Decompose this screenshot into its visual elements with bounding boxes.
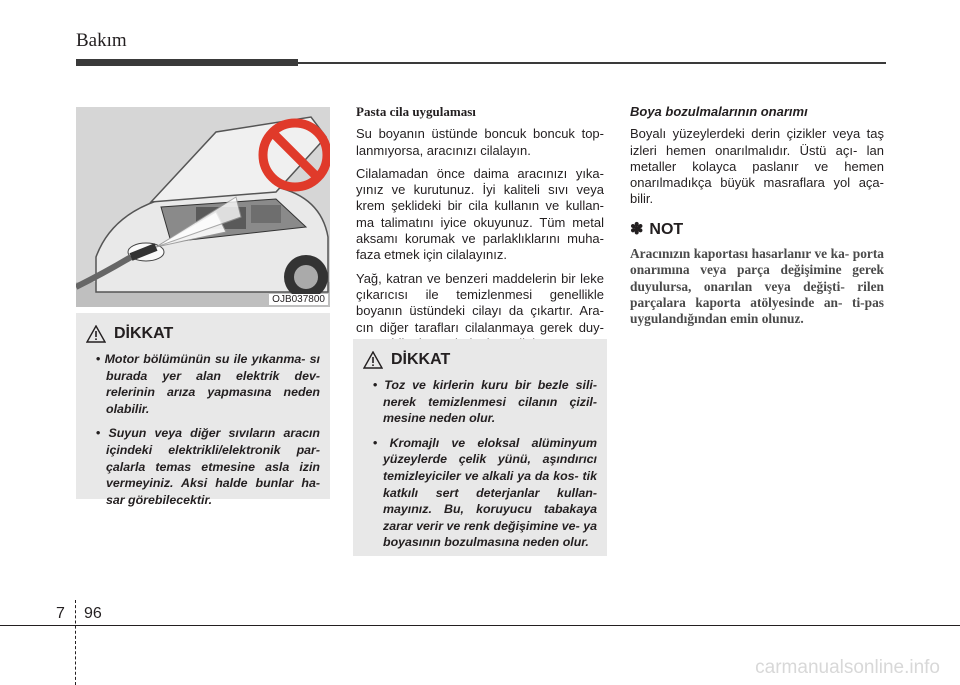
caution-list-middle bbox=[363, 377, 597, 551]
note-star-icon: ✽ bbox=[630, 220, 644, 238]
footer-divider bbox=[75, 600, 77, 685]
caution-title-left bbox=[86, 325, 320, 343]
car-hood-open-image bbox=[76, 107, 330, 307]
caution-title-text: DİKKAT bbox=[114, 325, 174, 342]
polish-paragraph: Cilalamadan önce daima aracınızı yıka- yınız ve kurutunuz. İyi kaliteli sıvı veya krem şeklideki bir cila kullanın ve kullan- ma talimatını iyice okuyunuz. Tüm metal aksamı korumak ve parlaklıklarını muha- faza etmek için cilalayınız. bbox=[356, 165, 604, 263]
polish-heading: Pasta cila uygulaması bbox=[356, 104, 476, 119]
warning-triangle-icon bbox=[363, 351, 383, 369]
paint-repair-heading: Boya bozulmalarının onarımı bbox=[630, 104, 808, 119]
header-rule-thick bbox=[76, 59, 298, 66]
footer-rule bbox=[0, 625, 960, 626]
caution-title-text: DİKKAT bbox=[391, 351, 451, 368]
page-header-title: Bakım bbox=[76, 30, 127, 51]
header-rule-thin bbox=[298, 62, 886, 64]
caution-box-middle bbox=[353, 339, 607, 556]
polish-paragraph: Su boyanın üstünde boncuk boncuk top- lanmıyorsa, aracınızı cilalayın. bbox=[356, 126, 604, 158]
paint-repair-section bbox=[630, 104, 884, 328]
note-body: Aracınızın kaportası hasarlanır ve ka- porta onarımına veya parça değişimine gerek duyulursa, onarılan veya değişti- rilen parçalara kaporta atölyesinde an- ti-pas uygulandığından emin olunuz. bbox=[630, 246, 884, 327]
list-item: • Toz ve kirlerin kuru bir bezle sili- nerek temizlenmesi cilanın çizil- mesine neden olur. bbox=[363, 377, 597, 427]
warning-triangle-icon bbox=[86, 325, 106, 343]
photo-code-label: OJB037800 bbox=[269, 294, 328, 305]
list-item: • Motor bölümünün su ile yıkanma- sı burada yer alan elektrik dev- relerinin arıza yapmasına neden olabilir. bbox=[86, 351, 320, 417]
watermark-text: carmanualsonline.info bbox=[755, 657, 940, 678]
note-title-text: NOT bbox=[649, 220, 684, 238]
caution-title-middle bbox=[363, 351, 597, 369]
list-item: • Kromajlı ve eloksal alüminyum yüzeylerde çelik yünü, aşındırıcı temizleyiciler ve alkali ya da kos- tik katkılı sert deterjanlar kullan- mayınız. Bu, koruyucu tabakaya zarar verir ve renk değişimine ve- ya boyasının bozulmasına neden olur. bbox=[363, 435, 597, 551]
chapter-number: 7 bbox=[56, 605, 65, 622]
caution-list-left bbox=[86, 351, 320, 508]
engine-wash-illustration bbox=[76, 107, 330, 307]
caution-box-left bbox=[76, 313, 330, 507]
polish-paragraph: Yağ, katran ve benzeri maddelerin bir leke çıkarıcısı ile temizlenmesi genellikle boyanın üstündeki cilayı da çıkartır. Ara- cın diğer tarafları cilalanmaya gerek duy- bbox=[356, 270, 604, 335]
list-item: • Suyun veya diğer sıvıların aracın içindeki elektrikli/elektronik par- çalarla temas etmesine asla izin vermeyiniz. Aksi halde bunlar ha- sar görebilecektir. bbox=[86, 425, 320, 508]
note-title bbox=[630, 222, 884, 238]
page-number: 96 bbox=[84, 605, 102, 622]
polish-section bbox=[356, 104, 604, 359]
paint-repair-paragraph: Boyalı yüzeylerdeki derin çizikler veya taş izleri hemen onarılmalıdır. Üstü açı- lan metaller kolayca paslanır ve hemen onarılmadıkça büyük masraflara yol aça- bilir. bbox=[630, 126, 884, 207]
